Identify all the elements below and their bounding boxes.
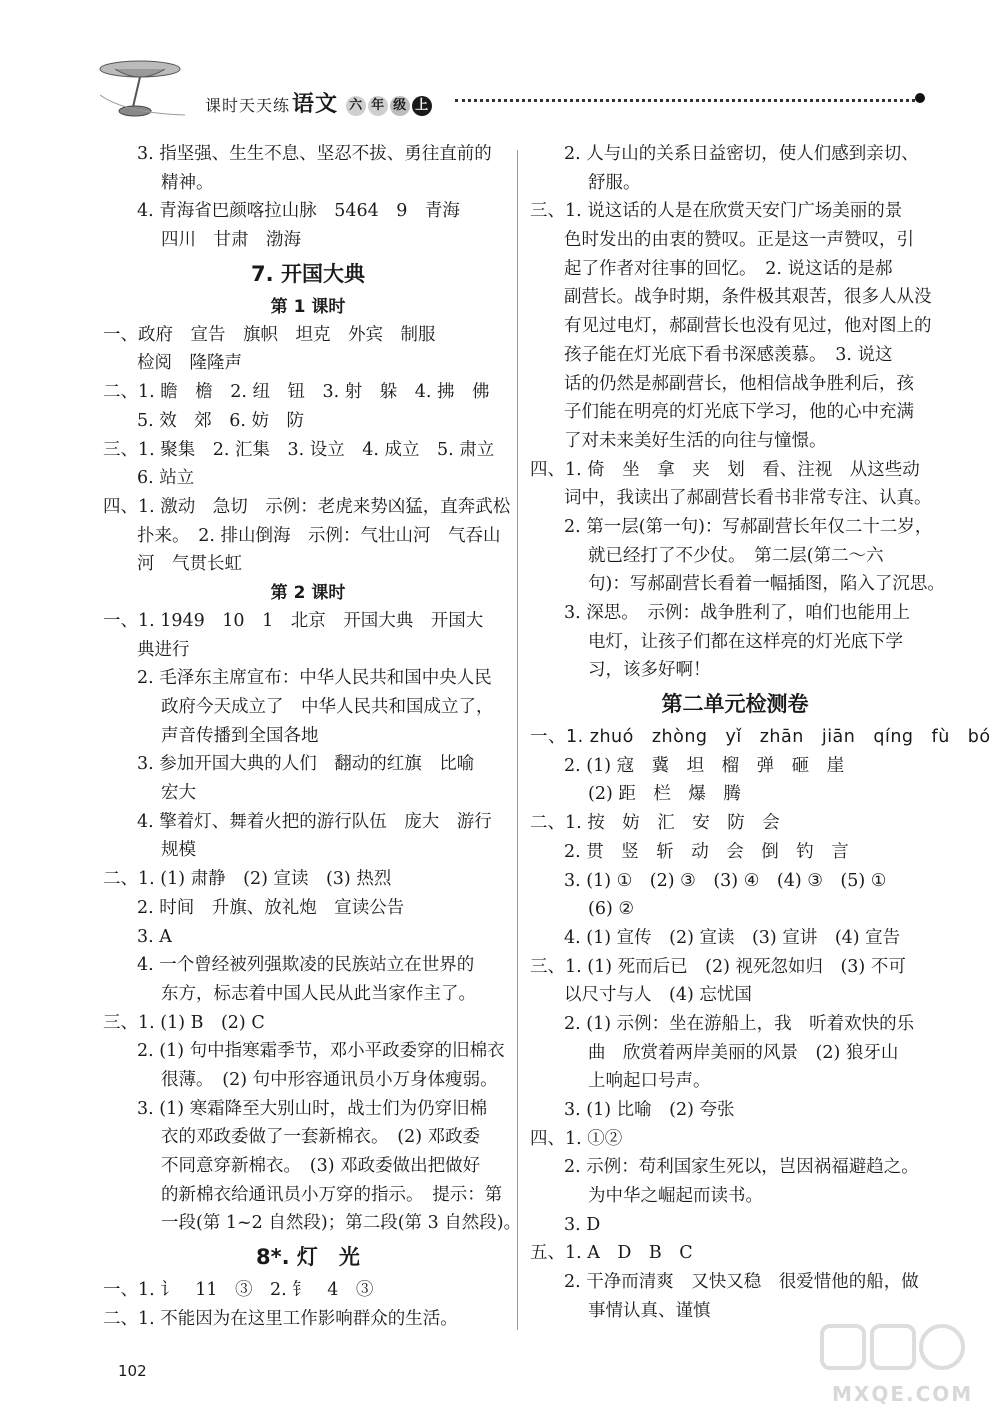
answer-line: 起了作者对往事的回忆。 2. 说这话的是郝	[564, 258, 893, 279]
series-name: 课时天天练	[205, 96, 291, 115]
answer-line: 四川 甘肃 渤海	[161, 230, 301, 251]
answer-line: 很薄。 (2) 句中形容通讯员小万身体瘦弱。	[161, 1069, 498, 1090]
answer-line: 不同意穿新棉衣。 (3) 邓政委做出把做好	[161, 1156, 481, 1176]
answer-line: 2. (1) 示例：坐在游船上，我 听着欢快的乐	[564, 1013, 915, 1034]
answer-line: 东方，标志着中国人民从此当家作主了。	[161, 983, 476, 1004]
answer-line: 3. D	[564, 1214, 601, 1235]
answer-line: 事情认真、谨慎	[588, 1300, 711, 1321]
right-column	[530, 140, 991, 1326]
answer-line: 句)：写郝副营长看着一幅插图，陷入了沉思。	[588, 574, 945, 595]
answer-line: 河 气贯长虹	[137, 554, 242, 575]
answer-line: 精神。	[161, 172, 214, 193]
grade-char: 年	[368, 96, 388, 116]
answer-line: 一、1. 讠 11 ③ 2. 钅 4 ③	[103, 1280, 374, 1301]
answer-line: 2. 时间 升旗、放礼炮 宣读公告	[137, 897, 405, 918]
answer-line: 声音传播到全国各地	[161, 725, 319, 746]
answer-line: 孩子能在灯光底下看书深感羡慕。 3. 说这	[564, 344, 893, 365]
answer-line: 习，该多好啊！	[588, 660, 711, 681]
answer-line: 子们能在明亮的灯光底下学习，他的心中充满	[564, 402, 914, 423]
answer-line: 色时发出的由衷的赞叹。正是这一声赞叹，引	[564, 230, 914, 251]
answer-line: 一、政府 宣告 旗帜 坦克 外宾 制服	[103, 324, 436, 345]
answer-line: 副营长。战争时期，条件极其艰苦，很多人从没	[564, 287, 932, 308]
answer-line: 四、1. 激动 急切 示例：老虎来势凶猛，直奔武松	[103, 496, 511, 517]
answer-line: 为中华之崛起而读书。	[588, 1186, 763, 1207]
answer-line: 2. 人与山的关系日益密切，使人们感到亲切、	[564, 144, 919, 164]
answer-line: 2. (1) 句中指寒霜季节，邓小平政委穿的旧棉衣	[137, 1041, 505, 1062]
answer-line: 典进行	[137, 639, 190, 660]
answer-line: 三、1. 聚集 2. 汇集 3. 设立 4. 成立 5. 肃立	[103, 439, 495, 460]
answer-line: 一、1. 1949 10 1 北京 开国大典 开国大	[103, 610, 484, 631]
answer-line: 3. 深思。 示例：战争胜利了，咱们也能用上	[564, 603, 911, 623]
watermark-logo	[792, 1320, 992, 1415]
answer-line: 三、1. 说这话的人是在欣赏天安门广场美丽的景	[530, 201, 903, 222]
answer-line: 2. (1) 寇 冀 坦 榴 弹 砸 崖	[564, 755, 845, 776]
answer-line: 有见过电灯，郝副营长也没有见过，他对图上的	[564, 316, 932, 337]
page-header	[95, 55, 935, 125]
answer-line: 二、1. 按 妨 汇 安 防 会	[530, 813, 780, 834]
answer-line: 舒服。	[588, 172, 641, 193]
answer-line: 3. 指坚强、生生不息、坚忍不拔、勇往直前的	[137, 144, 492, 164]
answer-line: 就已经打了不少仗。 第二层(第二～六	[588, 545, 884, 566]
section-title: 8*. 灯 光	[256, 1245, 360, 1270]
answer-line: (6) ②	[588, 899, 635, 920]
answer-line: 6. 站立	[137, 468, 195, 489]
answer-line: 3. 参加开国大典的人们 翻动的红旗 比喻	[137, 754, 475, 775]
watermark-text: MXQE.COM	[832, 1382, 974, 1406]
answer-line: 3. A	[137, 926, 172, 947]
answer-line: 二、1. 不能因为在这里工作影响群众的生活。	[103, 1308, 458, 1329]
lesson-subtitle: 第 2 课时	[270, 582, 346, 603]
answer-line: 三、1. (1) 死而后已 (2) 视死忽如归 (3) 不可	[530, 956, 906, 977]
answer-line: 五、1. A D B C	[530, 1243, 693, 1264]
lesson-subtitle: 第 1 课时	[270, 296, 346, 317]
lamp-illustration-icon	[95, 55, 195, 125]
answer-line: 扑来。 2. 排山倒海 示例：气壮山河 气吞山	[137, 525, 501, 546]
left-column	[103, 140, 522, 1333]
answer-line: 的新棉衣给通讯员小万穿的指示。 提示：第	[161, 1184, 503, 1205]
answer-line: 2. 贯 竖 斩 动 会 倒 钓 言	[564, 841, 849, 862]
answer-line: 3. (1) 比喻 (2) 夸张	[564, 1100, 735, 1120]
answer-line: 四、1. ①②	[530, 1128, 623, 1149]
answer-line: 以尺寸与人 (4) 忘忧国	[564, 985, 752, 1006]
answer-line: 话的仍然是郝副营长，他相信战争胜利后，孩	[564, 373, 914, 394]
grade-char: 级	[390, 96, 410, 116]
answer-line: 四、1. 倚 坐 拿 夹 划 看、注视 从这些动	[530, 459, 920, 480]
answer-line: 宏大	[161, 783, 196, 804]
answer-line: 曲 欣赏着两岸美丽的风景 (2) 狼牙山	[588, 1042, 899, 1063]
answer-line: 政府今天成立了 中华人民共和国成立了，	[161, 697, 494, 717]
answer-line: 一段(第 1~2 自然段)；第二段(第 3 自然段)。	[161, 1213, 522, 1234]
answer-line: 2. 第一层(第一句)：写郝副营长年仅二十二岁，	[564, 516, 933, 537]
answer-line: 三、1. (1) B (2) C	[103, 1012, 265, 1033]
answer-line: 词中，我读出了郝副营长看书非常专注、认真。	[564, 488, 932, 509]
section-title: 第二单元检测卷	[661, 692, 809, 717]
answer-line: 3. (1) ① (2) ③ (3) ④ (4) ③ (5) ①	[564, 870, 887, 891]
answer-line: 2. 毛泽东主席宣布：中华人民共和国中央人民	[137, 668, 492, 689]
grade-char: 上	[412, 96, 432, 116]
answer-line: (2) 距 栏 爆 腾	[588, 784, 741, 805]
column-divider	[517, 150, 518, 1330]
answer-line: 上响起口号声。	[588, 1071, 711, 1092]
answer-line: 规模	[161, 840, 196, 861]
answer-line: 4. 擎着灯、舞着火把的游行队伍 庞大 游行	[137, 811, 492, 832]
answer-line: 3. (1) 寒霜降至大别山时，战士们为仍穿旧棉	[137, 1098, 488, 1119]
header-dot-end	[915, 93, 925, 103]
header-dotted-rule	[455, 99, 915, 102]
subject-name: 语文	[292, 92, 339, 117]
answer-line: 了对未来美好生活的向往与憧憬。	[564, 430, 827, 451]
answer-line: 4. 青海省巴颜喀拉山脉 5464 9 青海	[137, 201, 460, 222]
answer-line: 4. 一个曾经被列强欺凌的民族站立在世界的	[137, 955, 475, 976]
answer-line: 二、1. (1) 肃静 (2) 宣读 (3) 热烈	[103, 869, 392, 890]
header-title	[205, 87, 432, 118]
answer-line: 4. (1) 宣传 (2) 宣读 (3) 宣讲 (4) 宣告	[564, 927, 901, 948]
answer-line: 5. 效 郊 6. 妨 防	[137, 410, 305, 431]
answer-line: 衣的邓政委做了一套新棉衣。 (2) 邓政委	[161, 1127, 481, 1148]
answer-line: 电灯，让孩子们都在这样亮的灯光底下学	[588, 631, 903, 652]
grade-char: 六	[346, 96, 366, 116]
answer-line: 检阅 隆隆声	[137, 353, 242, 374]
answer-line: 2. 干净而清爽 又快又稳 很爱惜他的船，做	[564, 1272, 919, 1293]
answer-line: 二、1. 瞻 檐 2. 纽 钮 3. 射 躲 4. 拂 佛	[103, 382, 490, 403]
section-title: 7. 开国大典	[251, 261, 365, 286]
answer-line: 一、1. zhuó zhòng yǐ zhān jiān qíng fù bó	[530, 727, 991, 748]
answer-line: 2. 示例：苟利国家生死以，岂因祸福避趋之。	[564, 1157, 919, 1178]
page-number: 102	[118, 1362, 147, 1380]
